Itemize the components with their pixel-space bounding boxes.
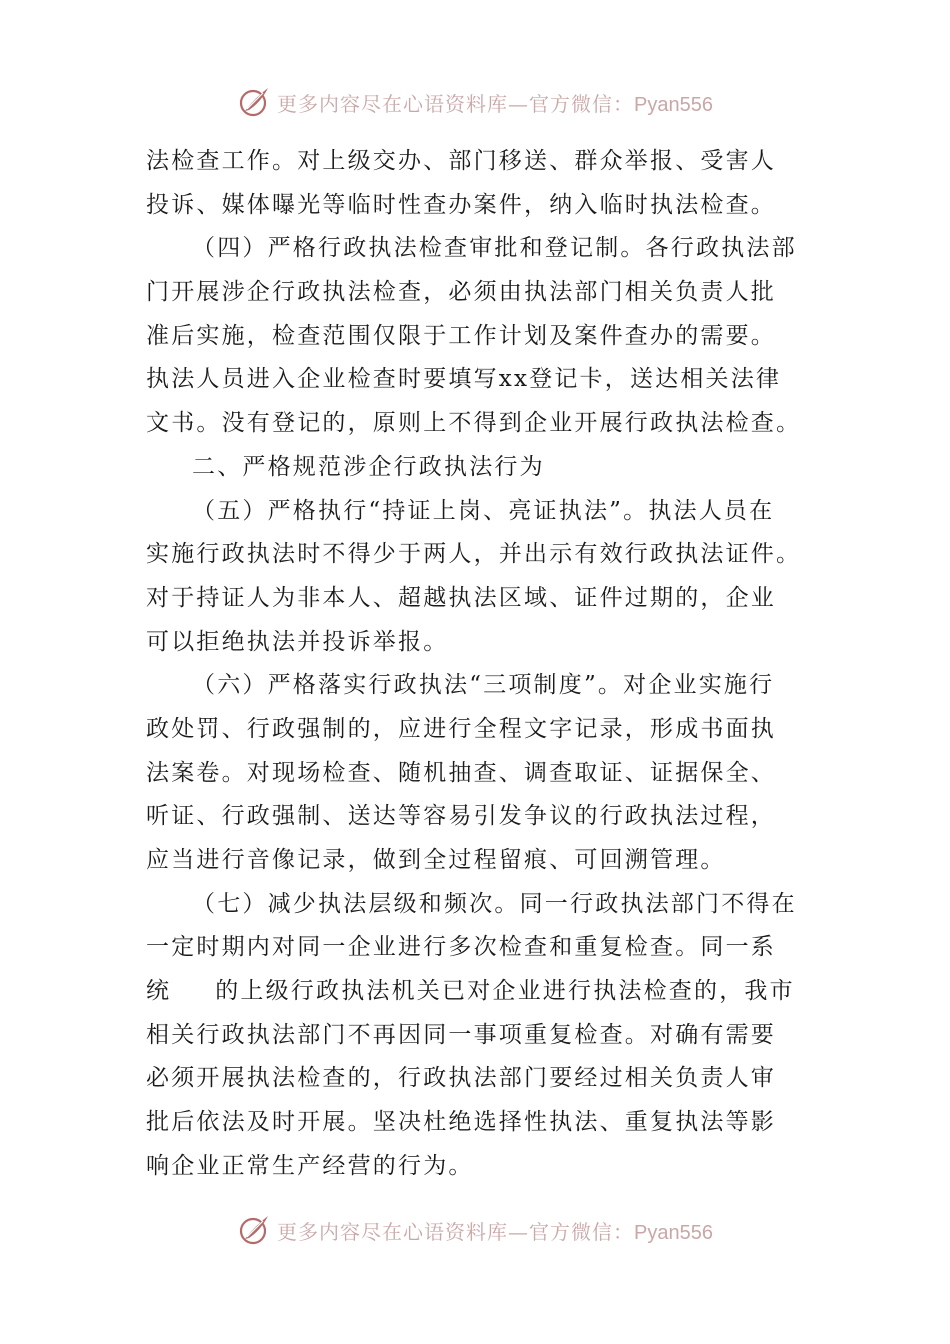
watermark-header: [0, 82, 950, 122]
text-line: 执法人员进入企业检查时要填写xx登记卡，送达相关法律: [146, 366, 782, 393]
paragraph-start: （四）严格行政执法检查审批和登记制。各行政执法部: [192, 235, 797, 262]
text-line: 对于持证人为非本人、超越执法区域、证件过期的，企业: [146, 584, 776, 611]
text-fragment: 的上级行政执法机关已对企业进行执法检查的，我市: [215, 978, 795, 1005]
watermark-text: 更多内容尽在心语资料库—官方微信：Pyan556: [277, 91, 713, 116]
watermark-footer: [0, 1210, 950, 1250]
text-line: 听证、行政强制、送达等容易引发争议的行政执法过程，: [146, 803, 776, 830]
document-body: [146, 140, 806, 1189]
text-line: 可以拒绝执法并投诉举报。: [146, 628, 449, 655]
text-line: 投诉、媒体曝光等临时性查办案件，纳入临时执法检查。: [146, 191, 776, 218]
text-line: 准后实施，检查范围仅限于工作计划及案件查办的需要。: [146, 322, 776, 349]
text-line: 应当进行音像记录，做到全过程留痕、可回溯管理。: [146, 847, 726, 873]
text-line: 法案卷。对现场检查、随机抽查、调查取证、证据保全、: [146, 759, 776, 786]
text-line: 门开展涉企行政执法检查，必须由执法部门相关负责人批: [146, 279, 776, 306]
text-line: [146, 970, 806, 1014]
paragraph-start: （六）严格落实行政执法“三项制度”。对企业实施行: [192, 672, 775, 699]
text-line: 文书。没有登记的，原则上不得到企业开展行政执法检查。: [146, 410, 802, 437]
quill-logo-icon: [237, 1213, 271, 1247]
paragraph-start: （五）严格执行“持证上岗、亮证执法”。执法人员在: [192, 497, 775, 524]
text-line: 政处罚、行政强制的，应进行全程文字记录，形成书面执: [146, 715, 776, 742]
text-line: 批后依法及时开展。坚决杜绝选择性执法、重复执法等影: [146, 1109, 776, 1136]
text-line: 必须开展执法检查的，行政执法部门要经过相关负责人审: [146, 1065, 776, 1092]
text-line: 一定时期内对同一企业进行多次检查和重复检查。同一系: [146, 934, 776, 961]
quill-logo-icon: [237, 85, 271, 119]
text-line: 响企业正常生产经营的行为。: [146, 1152, 474, 1179]
text-line: 实施行政执法时不得少于两人，并出示有效行政执法证件。: [146, 541, 802, 568]
text-line: 相关行政执法部门不再因同一事项重复检查。对确有需要: [146, 1021, 776, 1048]
text-line: 法检查工作。对上级交办、部门移送、群众举报、受害人: [146, 148, 776, 174]
watermark-text: 更多内容尽在心语资料库—官方微信：Pyan556: [277, 1219, 713, 1244]
section-heading: 二、严格规范涉企行政执法行为: [192, 453, 545, 480]
text-fragment: 统: [146, 978, 172, 1005]
paragraph-start: （七）减少执法层级和频次。同一行政执法部门不得在: [192, 890, 797, 917]
